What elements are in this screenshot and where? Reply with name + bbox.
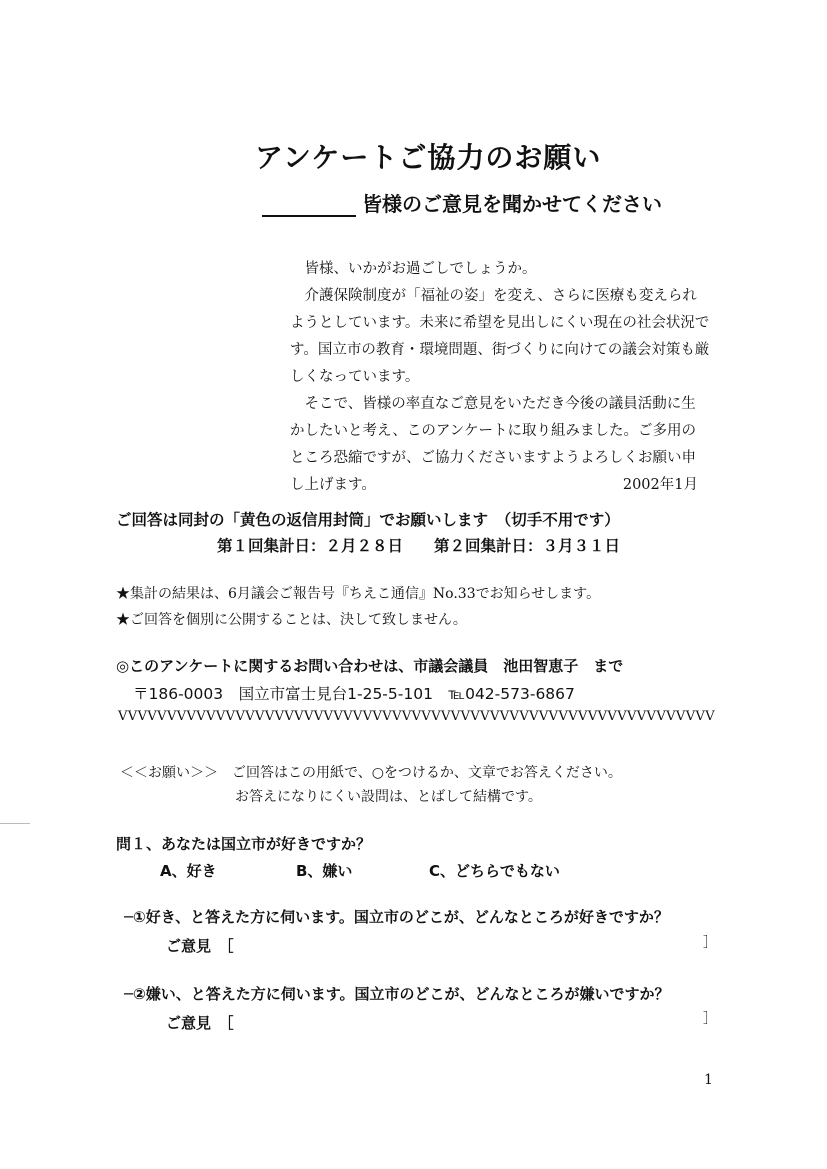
- request-text-1: ご回答はこの用紙で、○をつけるか、文章でお答えください。: [232, 765, 622, 781]
- intro-greeting: 皆様、いかがお過ごしでしょうか。: [304, 261, 537, 277]
- note-privacy: ★ご回答を個別に公開することは、決して致しません。: [116, 612, 467, 628]
- opinion-field-1[interactable]: [166, 935, 234, 956]
- opinion-label-1: ご意見 ［: [166, 937, 234, 955]
- tally-dates: 第１回集計日：２月２８日 第２回集計日：３月３１日: [217, 537, 621, 555]
- page-subtitle: [262, 188, 662, 217]
- intro-paragraph-2: そこで、皆様の率直なご意見をいただき今後の議員活動に生かしたいと考え、このアンケートに取り組みました。ご多用のところ恐縮ですが、ご協力くださいますようよろしくお願い申し上げます。: [290, 396, 696, 493]
- opinion-close-1: ］: [703, 935, 717, 951]
- sub-question-1: ─①好き、と答えた方に伺います。国立市のどこが、どんなところが好きですか？: [124, 908, 669, 926]
- option-a[interactable]: A、好き: [160, 862, 217, 880]
- option-b[interactable]: B、嫌い: [296, 862, 353, 880]
- intro-date: 2002年1月: [622, 477, 698, 493]
- contact-info: ◎このアンケートに関するお問い合わせは、市議会議員 池田智恵子 まで: [116, 657, 624, 675]
- request-line-1: [120, 762, 622, 782]
- divider: [0, 823, 30, 824]
- opinion-label-2: ご意見 ［: [166, 1014, 234, 1032]
- page-number: 1: [704, 1072, 713, 1088]
- request-line-2: お答えになりにくい設問は、とばして結構です。: [235, 789, 542, 805]
- request-label: ＜＜お願い＞＞: [120, 765, 218, 781]
- reply-instruction: ご回答は同封の「黄色の返信用封筒」でお願いします （切手不用です）: [116, 511, 620, 529]
- subtitle-text: 皆様のご意見を聞かせてください: [362, 192, 662, 216]
- question-1: 問１、あなたは国立市が好きですか？: [116, 835, 372, 853]
- intro-paragraph-1: 介護保険制度が「福祉の姿」を変え、さらに医療も変えられようとしています。未来に希望を見出しにくい現在の社会状況です。国立市の教育・環境問題、街づくりに向けての議会対策も厳しくなっています。: [290, 288, 710, 385]
- option-c[interactable]: C、どちらでもない: [429, 862, 560, 880]
- note-results: ★集計の結果は、6月議会ご報告号『ちえこ通信』No.33でお知らせします。: [116, 586, 601, 602]
- page-title: アンケートご協力のお願い: [255, 141, 602, 174]
- name-blank-field[interactable]: [262, 195, 356, 217]
- sub-question-2: ─②嫌い、と答えた方に伺います。国立市のどこが、どんなところが嫌いですか？: [124, 985, 670, 1003]
- opinion-field-2[interactable]: [166, 1012, 234, 1033]
- intro-letter: [290, 256, 710, 499]
- opinion-close-2: ］: [703, 1011, 717, 1027]
- separator-line: VVVVVVVVVVVVVVVVVVVVVVVVVVVVVVVVVVVVVVVVVVVVVVVVVVVVVVVVVVVVV: [118, 709, 716, 724]
- contact-address: 〒186-0003 国立市富士見台1-25-5-101 ℡042-573-6867: [133, 685, 575, 703]
